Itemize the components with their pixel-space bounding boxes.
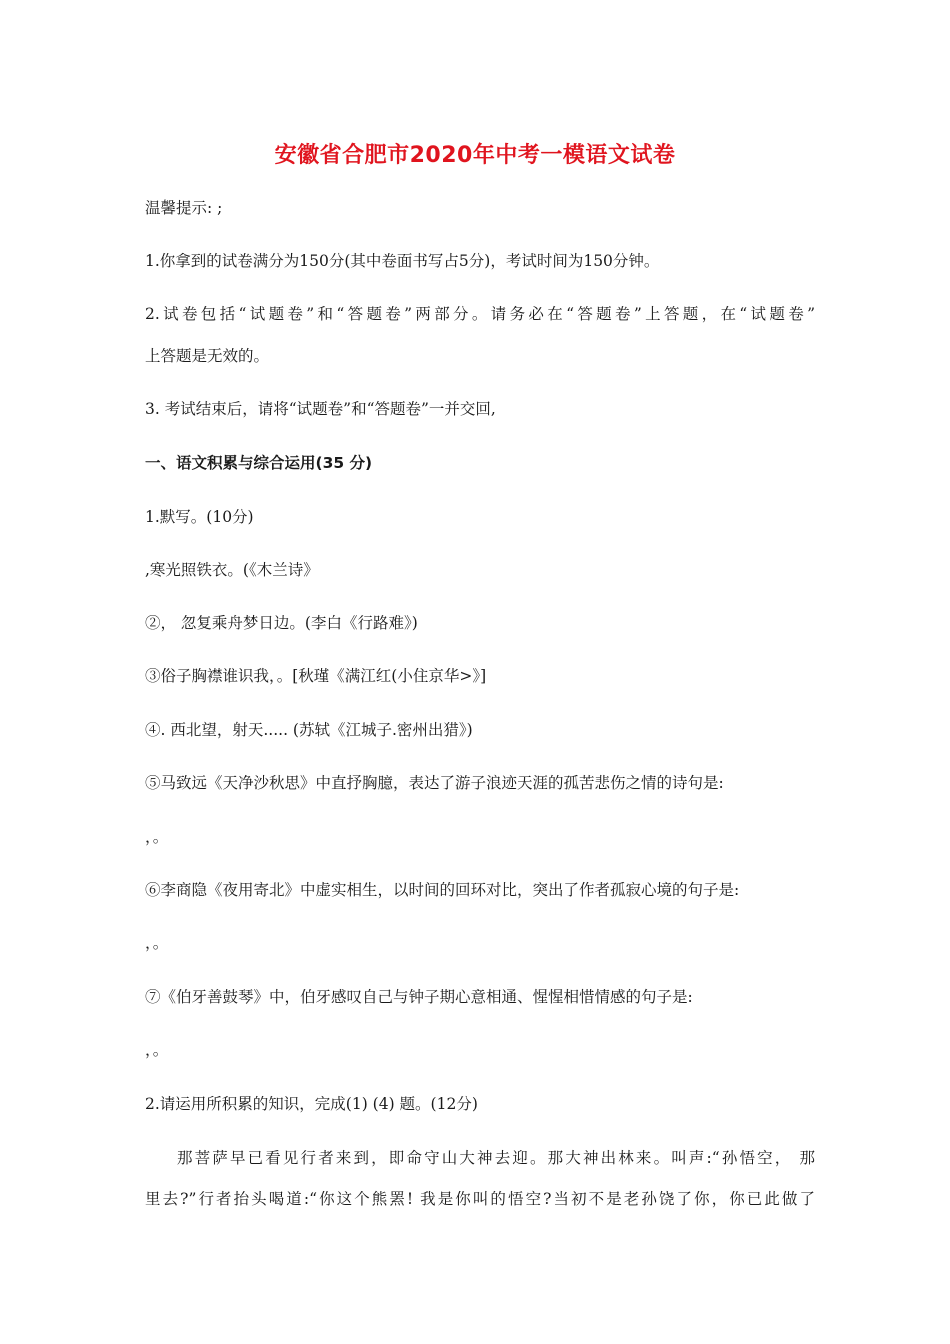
q1-item-5-answer: ，。 — [145, 828, 169, 846]
tip-3: 3. 考试结束后，请将“试题卷”和“答题卷”一并交回, — [145, 400, 496, 418]
q1-heading: 1.默写。(10分) — [145, 508, 254, 526]
q2-passage-line-1: 那菩萨早已看见行者来到，即命守山大神去迎。那大神出林来。叫声:“孙悟空， 那 — [177, 1149, 815, 1167]
tip-2-continued: 上答题是无效的。 — [145, 347, 270, 365]
q1-item-7-answer: ，。 — [145, 1041, 169, 1059]
q1-item-7: ⑦《伯牙善鼓琴》中，伯牙感叹自己与钟子期心意相通、惺惺相惜情感的句子是: — [145, 988, 693, 1006]
tip-1: 1.你拿到的试卷满分为150分(其中卷面书写占5分)，考试时间为150分钟。 — [145, 252, 660, 270]
exam-title: 安徽省合肥市2020年中考一模语文试卷 — [274, 143, 676, 168]
q1-item-6: ⑥李商隐《夜用寄北》中虚实相生，以时间的回环对比，突出了作者孤寂心境的句子是: — [145, 881, 740, 899]
section-1-heading: 一、语文积累与综合运用(35 分) — [145, 454, 373, 472]
q1-item-1: ,寒光照铁衣。(《木兰诗》 — [145, 561, 319, 579]
q1-item-3: ③俗子胸襟谁识我，。[秋瑾《满江红(小住京华>》] — [145, 667, 487, 685]
q2-passage-line-2: 里去?”行者抬头喝道:“你这个熊罴! 我是你叫的悟空?当初不是老孙饶了你，你已此做了 — [145, 1190, 815, 1208]
q1-item-4: ④. 西北望，射天..... (苏轼《江城子.密州出猎》) — [145, 721, 473, 739]
q1-item-6-answer: ，。 — [145, 934, 169, 952]
tips-heading: 温馨提示: ; — [145, 199, 223, 217]
q1-item-2: ②， 忽复乘舟梦日边。(李白《行路难》) — [145, 614, 418, 632]
tip-2: 2.试卷包括“试题卷”和“答题卷”两部分。请务必在“答题卷”上答题，在“试题卷” — [145, 305, 815, 323]
q1-item-5: ⑤马致远《天净沙秋思》中直抒胸臆，表达了游子浪迹天涯的孤苦悲伤之情的诗句是: — [145, 774, 724, 792]
q2-heading: 2.请运用所积累的知识，完成(1) (4) 题。(12分) — [145, 1095, 478, 1113]
